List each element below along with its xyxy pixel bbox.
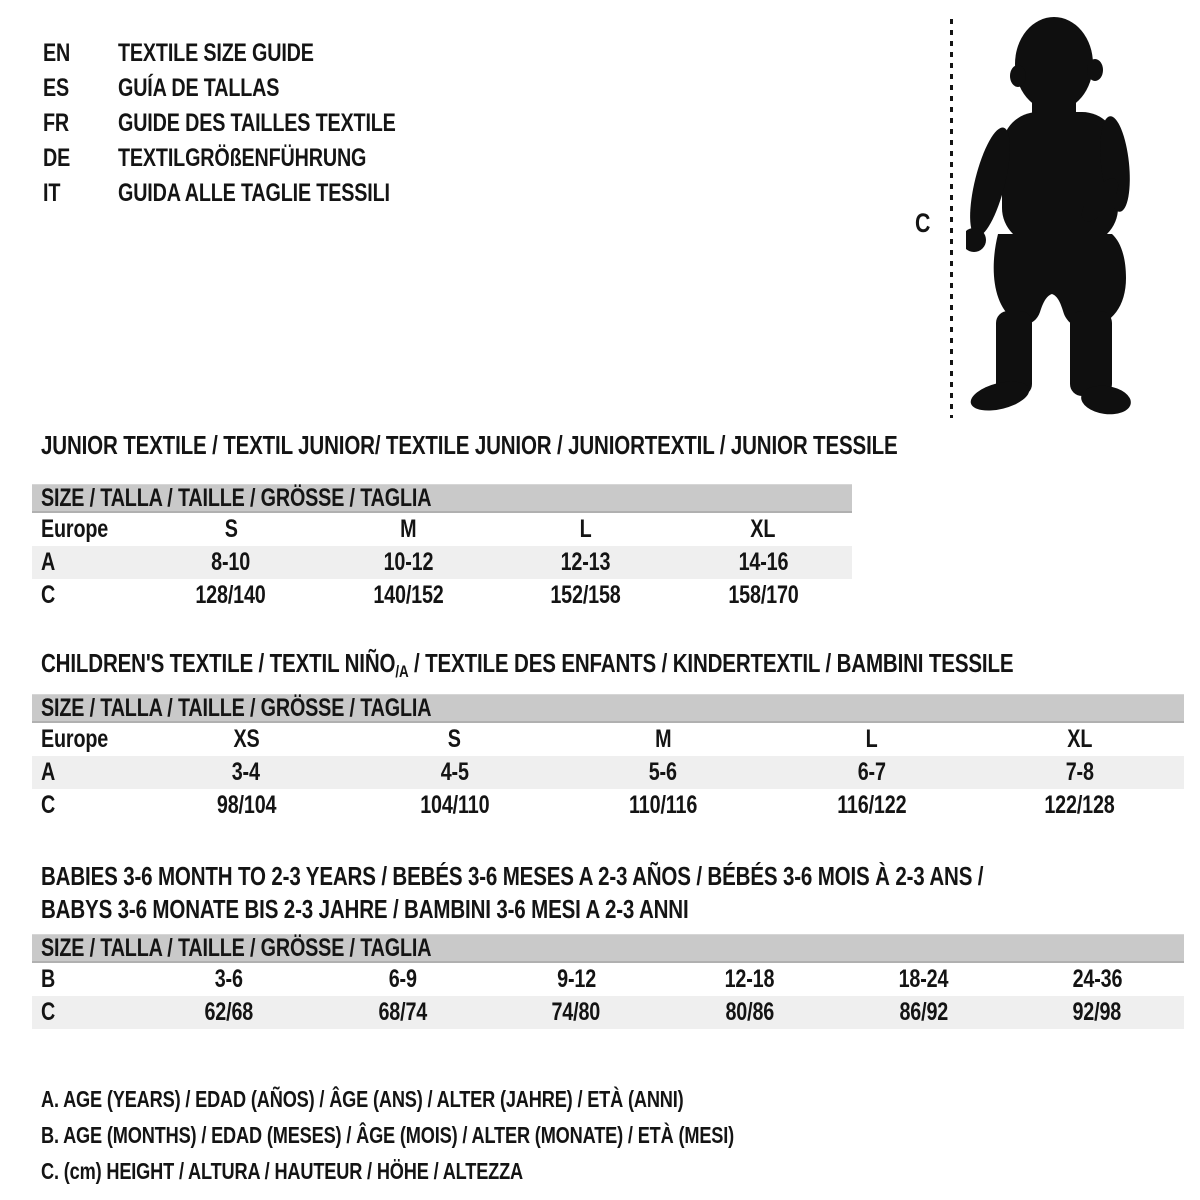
section-title-children: CHILDREN'S TEXTILE / TEXTIL NIÑO/A / TEXTILE DES ENFANTS / KINDERTEXTIL / BAMBINI TESSILE	[41, 648, 1014, 681]
cell: 98/104	[216, 791, 276, 819]
language-title: GUÍA DE TALLAS	[118, 74, 280, 102]
cell: 158/170	[728, 581, 799, 609]
cell: 9-12	[556, 965, 596, 993]
cell: 6-9	[388, 965, 417, 993]
row-label: B	[41, 965, 56, 993]
cell: 3-6	[214, 965, 243, 993]
cell: L	[579, 515, 592, 543]
cell: 3-4	[232, 758, 261, 786]
legend-line-b: B. AGE (MONTHS) / EDAD (MESES) / ÂGE (MOIS) / ALTER (MONATE) / ETÀ (MESI)	[41, 1122, 735, 1148]
cell: 122/128	[1044, 791, 1115, 819]
cell: 12-18	[724, 965, 775, 993]
row-label: C	[41, 998, 56, 1026]
language-row-en	[43, 36, 470, 71]
cell: XL	[1067, 725, 1093, 753]
toddler-silhouette-icon	[966, 16, 1136, 418]
row-label: A	[41, 758, 56, 786]
cell: S	[224, 515, 238, 543]
babies-size-table	[32, 934, 1184, 1029]
cell: 80/86	[725, 998, 775, 1026]
subscript-a: /A	[395, 662, 409, 681]
language-code: DE	[43, 144, 71, 172]
language-code: FR	[43, 109, 70, 137]
language-list	[43, 36, 470, 211]
language-title: GUIDA ALLE TAGLIE TESSILI	[118, 179, 390, 207]
cell: 8-10	[211, 548, 251, 576]
cell: 68/74	[378, 998, 427, 1026]
row-label: Europe	[41, 515, 109, 543]
cell: M	[654, 725, 672, 753]
language-code: ES	[43, 74, 70, 102]
height-measure-dashed-line	[950, 19, 953, 418]
row-label: Europe	[41, 725, 109, 753]
measure-label-c: C	[915, 208, 931, 238]
section-babies	[0, 860, 1200, 1029]
size-header-bar: SIZE / TALLA / TAILLE / GRÖSSE / TAGLIA	[32, 934, 1184, 963]
children-size-table	[32, 694, 1184, 822]
cell: 110/116	[628, 791, 698, 819]
table-row-a	[32, 546, 852, 579]
cell: 14-16	[738, 548, 789, 576]
language-row-fr	[43, 106, 470, 141]
cell: 128/140	[195, 581, 266, 609]
table-row-c	[32, 789, 1184, 822]
cell: 18-24	[898, 965, 949, 993]
table-row-a	[32, 756, 1184, 789]
size-header-bar: SIZE / TALLA / TAILLE / GRÖSSE / TAGLIA	[32, 694, 1184, 723]
language-title: GUIDE DES TAILLES TEXTILE	[118, 109, 396, 137]
junior-size-table	[32, 484, 852, 612]
cell: S	[448, 725, 462, 753]
language-row-de	[43, 141, 470, 176]
cell: 4-5	[440, 758, 469, 786]
row-label: A	[41, 548, 56, 576]
section-title-babies-line1: BABIES 3-6 MONTH TO 2-3 YEARS / BEBÉS 3-6 MESES A 2-3 AÑOS / BÉBÉS 3-6 MOIS À 2-3 ANS /	[41, 861, 984, 891]
cell: XL	[750, 515, 776, 543]
cell: 104/110	[420, 791, 490, 819]
table-row-europe	[32, 513, 852, 546]
cell: 62/68	[204, 998, 254, 1026]
header-area	[0, 0, 1200, 428]
row-label: C	[41, 581, 56, 609]
cell: XS	[233, 725, 260, 753]
cell: 5-6	[648, 758, 678, 786]
language-code: EN	[43, 39, 71, 67]
cell: 10-12	[383, 548, 434, 576]
cell: 12-13	[560, 548, 611, 576]
table-row-b	[32, 963, 1184, 996]
language-title: TEXTILGRÖßENFÜHRUNG	[118, 144, 367, 172]
cell: L	[865, 725, 878, 753]
language-title: TEXTILE SIZE GUIDE	[118, 39, 314, 67]
size-header-bar: SIZE / TALLA / TAILLE / GRÖSSE / TAGLIA	[32, 484, 852, 513]
section-junior	[0, 430, 1200, 612]
language-code: IT	[43, 179, 61, 207]
cell: 152/158	[550, 581, 621, 609]
language-row-it	[43, 176, 470, 211]
section-title-babies-line2: BABYS 3-6 MONATE BIS 2-3 JAHRE / BAMBINI 3-6 MESI A 2-3 ANNI	[41, 894, 689, 924]
cell: 74/80	[551, 998, 601, 1026]
row-label: C	[41, 791, 56, 819]
language-row-es	[43, 71, 470, 106]
legend-line-c: C. (cm) HEIGHT / ALTURA / HAUTEUR / HÖHE / ALTEZZA	[41, 1158, 523, 1184]
cell: M	[400, 515, 417, 543]
legend	[41, 1081, 1200, 1189]
legend-line-a: A. AGE (YEARS) / EDAD (AÑOS) / ÂGE (ANS) / ALTER (JAHRE) / ETÀ (ANNI)	[41, 1086, 684, 1112]
cell: 92/98	[1072, 998, 1122, 1026]
cell: 7-8	[1065, 758, 1094, 786]
cell: 24-36	[1072, 965, 1123, 993]
table-row-c	[32, 579, 852, 612]
cell: 140/152	[373, 581, 444, 609]
table-row-c	[32, 996, 1184, 1029]
cell: 6-7	[857, 758, 886, 786]
cell: 86/92	[899, 998, 948, 1026]
table-row-europe	[32, 723, 1184, 756]
cell: 116/122	[836, 791, 907, 819]
section-title-junior: JUNIOR TEXTILE / TEXTIL JUNIOR/ TEXTILE JUNIOR / JUNIORTEXTIL / JUNIOR TESSILE	[41, 430, 898, 460]
section-children	[0, 648, 1200, 822]
